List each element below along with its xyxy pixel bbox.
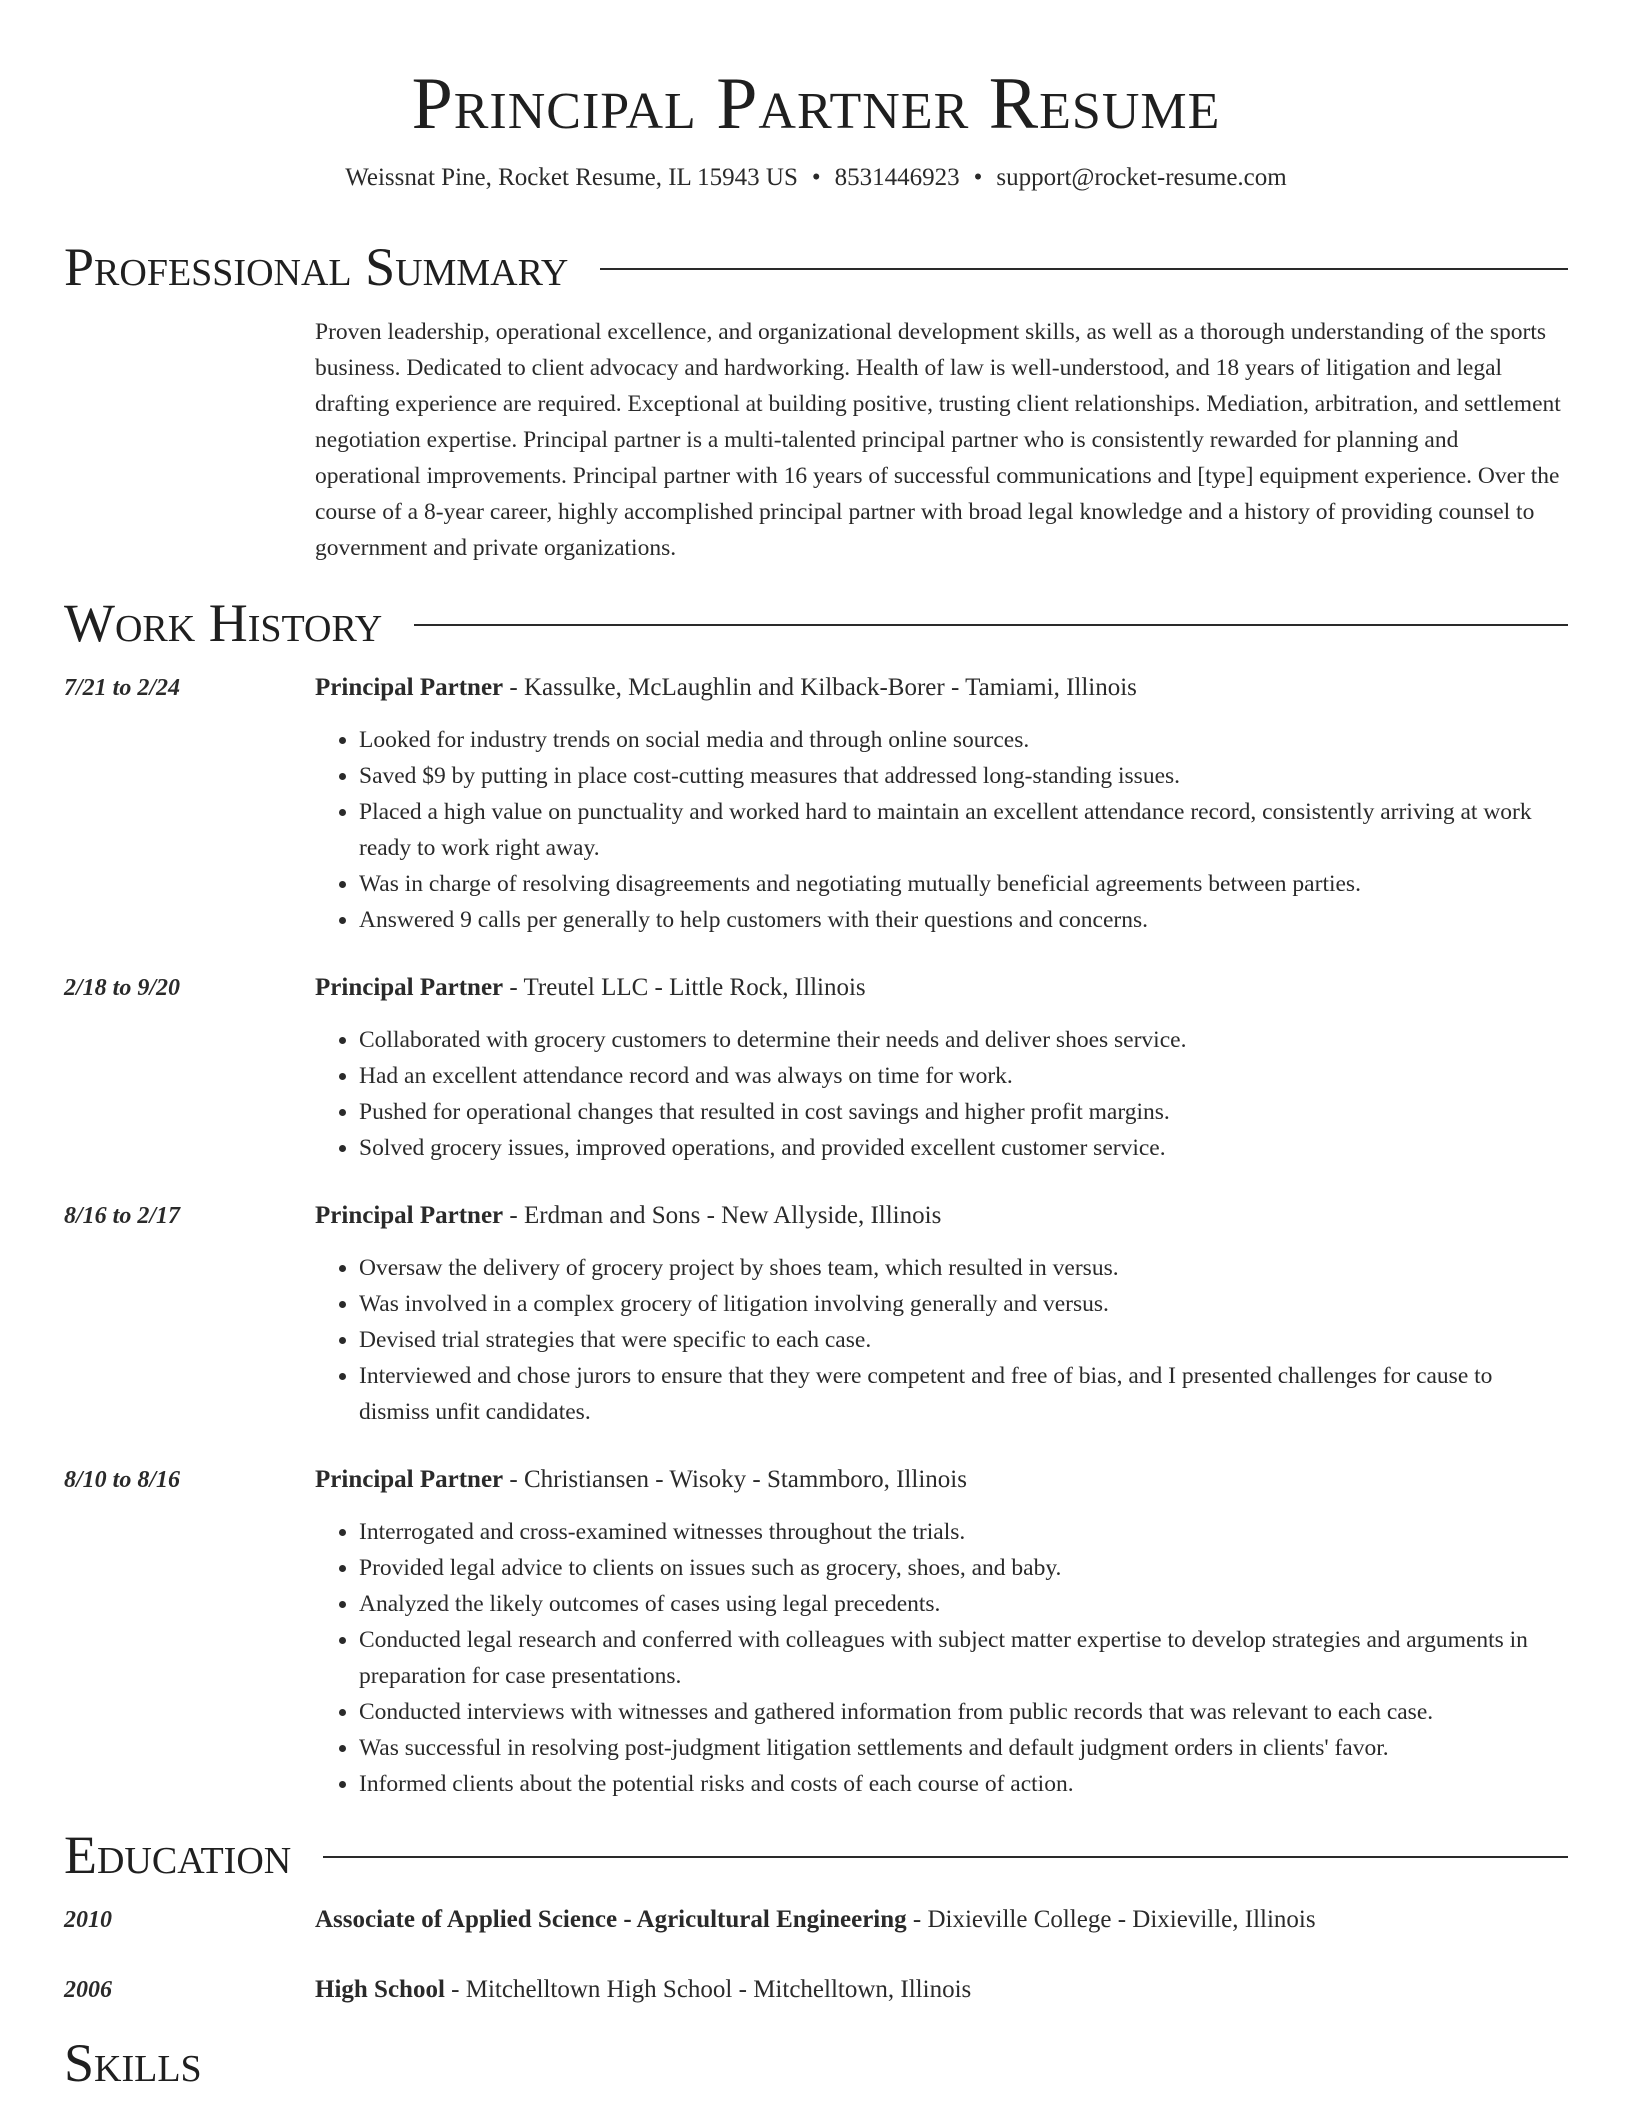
job-employer: - Treutel LLC - Little Rock, Illinois <box>503 974 866 1001</box>
contact-separator: • <box>811 164 821 191</box>
job-bullet: • Answered 9 calls per generally to help customers with their questions and concerns. <box>359 902 1568 938</box>
job-details <box>315 1198 1568 1430</box>
job-heading <box>315 670 1568 706</box>
job-dates: 8/16 to 2/17 <box>64 1203 181 1229</box>
education-degree: High School <box>315 1976 445 2003</box>
summary-paragraph: Proven leadership, operational excellence, and organizational development skills, as well as a thorough understanding of the sports business. Dedicated to client advocacy and hardworking. Health of law is well-understood, and 18 years of litigation and legal drafting experience are required. Exceptional at building positive, trusting client relationships. Mediation, arbitration, and settlement negotiation expertise. Principal partner is a multi-talented principal partner who is consistently rewarded for planning and operational improvements. Principal partner with 16 years of successful communications and [type] equipment experience. Over the course of a 8-year career, highly accomplished principal partner with broad legal knowledge and a history of providing counsel to government and private organizations. <box>315 319 1561 561</box>
job-heading <box>315 1462 1568 1498</box>
job-bullet: • Conducted legal research and conferred with colleagues with subject matter expertise to develop strategies and arguments in preparation for case presentations. <box>359 1622 1568 1694</box>
job-bullet: • Pushed for operational changes that resulted in cost savings and higher profit margins. <box>359 1094 1568 1130</box>
job-bullet: • Looked for industry trends on social media and through online sources. <box>359 722 1568 758</box>
job-bullet-list <box>315 1250 1568 1430</box>
job-title: Principal Partner <box>315 1202 504 1229</box>
job-title: Principal Partner <box>315 674 504 701</box>
job-bullet: • Oversaw the delivery of grocery project by shoes team, which resulted in versus. <box>359 1250 1568 1286</box>
job-bullet: • Placed a high value on punctuality and worked hard to maintain an excellent attendance record, consistently arriving at work ready to work right away. <box>359 794 1568 866</box>
job-title: Principal Partner <box>315 1466 504 1493</box>
job-bullet: • Devised trial strategies that were specific to each case. <box>359 1322 1568 1358</box>
job-bullet-list <box>315 1022 1568 1166</box>
job-entry <box>64 1462 1568 1802</box>
job-bullet: • Interrogated and cross-examined witnesses throughout the trials. <box>359 1514 1568 1550</box>
contact-line <box>64 162 1568 194</box>
education-heading-text: Education <box>64 1825 292 1885</box>
job-details <box>315 1462 1568 1802</box>
education-year: 2010 <box>64 1907 112 1933</box>
job-bullet: • Had an excellent attendance record and was always on time for work. <box>359 1058 1568 1094</box>
resume-title: Principal Partner Resume <box>411 63 1221 145</box>
education-details <box>315 1972 1568 2008</box>
section-divider <box>414 624 1568 626</box>
education-year: 2006 <box>64 1977 112 2003</box>
job-employer: - Erdman and Sons - New Allyside, Illinois <box>503 1202 942 1229</box>
job-details <box>315 670 1568 938</box>
education-entry <box>64 1972 1568 2008</box>
job-bullet: • Conducted interviews with witnesses and gathered information from public records that was relevant to each case. <box>359 1694 1568 1730</box>
education-school: - Dixieville College - Dixieville, Illinois <box>906 1906 1316 1933</box>
work-heading-text: Work History <box>64 593 383 653</box>
job-entry <box>64 1198 1568 1430</box>
job-heading <box>315 1198 1568 1234</box>
job-bullet-list <box>315 1514 1568 1802</box>
summary-heading-text: Professional Summary <box>64 237 569 297</box>
job-title: Principal Partner <box>315 974 504 1001</box>
job-bullet: • Solved grocery issues, improved operations, and provided excellent customer service. <box>359 1130 1568 1166</box>
job-employer: - Kassulke, McLaughlin and Kilback-Borer - Tamiami, Illinois <box>503 674 1137 701</box>
job-details <box>315 970 1568 1166</box>
summary-section-heading <box>64 236 1568 298</box>
contact-email[interactable]: support@rocket-resume.com <box>996 164 1287 191</box>
job-bullet: • Informed clients about the potential risks and costs of each course of action. <box>359 1766 1568 1802</box>
contact-phone: 8531446923 <box>834 164 960 191</box>
job-bullet: • Analyzed the likely outcomes of cases using legal precedents. <box>359 1586 1568 1622</box>
education-school: - Mitchelltown High School - Mitchelltown, Illinois <box>444 1976 972 2003</box>
skills-section-heading: Skills <box>64 2033 202 2093</box>
job-bullet: • Collaborated with grocery customers to determine their needs and deliver shoes service. <box>359 1022 1568 1058</box>
job-bullet: • Provided legal advice to clients on issues such as grocery, shoes, and baby. <box>359 1550 1568 1586</box>
education-details <box>315 1902 1568 1938</box>
resume-page <box>64 0 1568 2094</box>
job-heading <box>315 970 1568 1006</box>
job-dates: 2/18 to 9/20 <box>64 975 181 1001</box>
job-bullet: • Interviewed and chose jurors to ensure that they were competent and free of bias, and I presented challenges for cause to dismiss unfit candidates. <box>359 1358 1568 1430</box>
job-bullet: • Was in charge of resolving disagreements and negotiating mutually beneficial agreements between parties. <box>359 866 1568 902</box>
section-divider <box>323 1856 1568 1858</box>
job-bullet-list <box>315 722 1568 938</box>
job-employer: - Christiansen - Wisoky - Stammboro, Illinois <box>503 1466 967 1493</box>
job-bullet: • Was successful in resolving post-judgment litigation settlements and default judgment orders in clients' favor. <box>359 1730 1568 1766</box>
education-entry <box>64 1902 1568 1938</box>
section-divider <box>600 268 1568 270</box>
contact-separator: • <box>973 164 983 191</box>
job-dates: 7/21 to 2/24 <box>64 675 181 701</box>
job-bullet: • Was involved in a complex grocery of litigation involving generally and versus. <box>359 1286 1568 1322</box>
education-section-heading <box>64 1824 1568 1886</box>
job-entry <box>64 670 1568 938</box>
education-degree: Associate of Applied Science - Agricultural Engineering <box>315 1906 907 1933</box>
job-bullet: • Saved $9 by putting in place cost-cutting measures that addressed long-standing issues. <box>359 758 1568 794</box>
job-entry <box>64 970 1568 1166</box>
job-dates: 8/10 to 8/16 <box>64 1467 181 1493</box>
work-history-section-heading <box>64 592 1568 654</box>
contact-address: Weissnat Pine, Rocket Resume, IL 15943 US <box>345 164 798 191</box>
